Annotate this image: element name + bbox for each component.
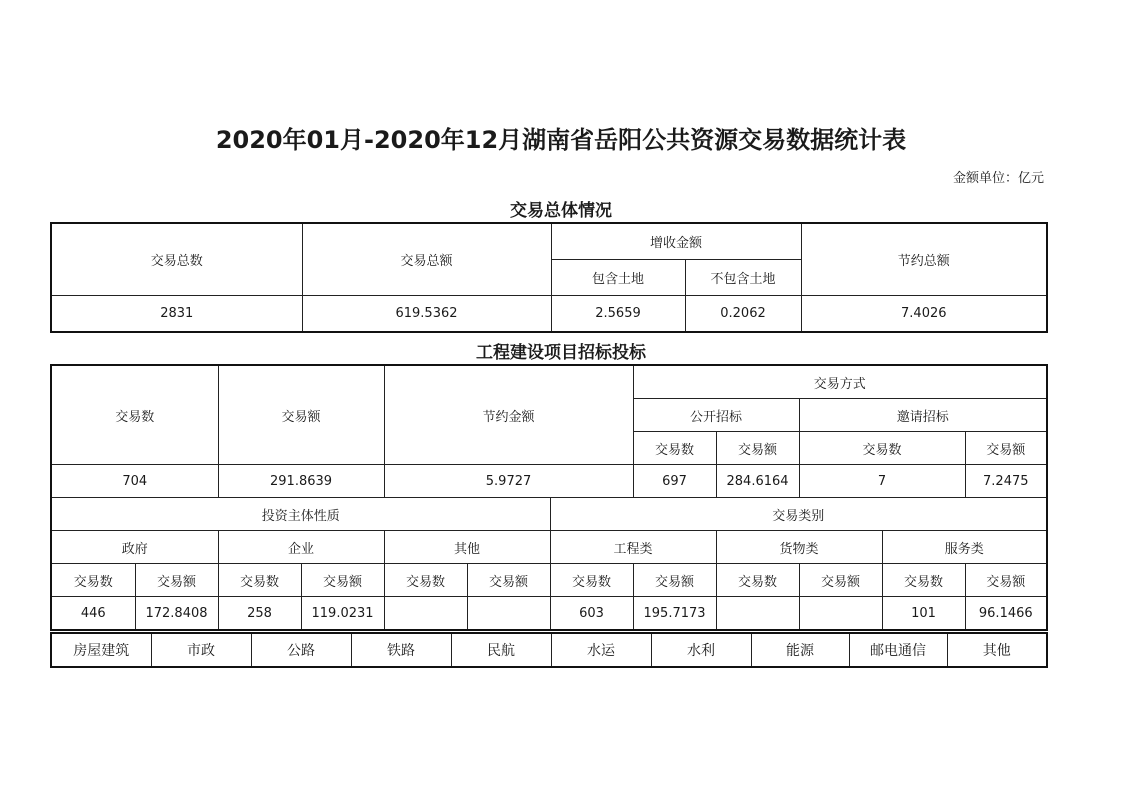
header-increase: 增收金额 [551,223,801,260]
header-gov-amount: 交易额 [135,564,218,597]
header-service-count: 交易数 [882,564,965,597]
value-eng-amount: 291.8639 [218,465,384,498]
header-incl-land: 包含土地 [551,260,685,296]
header-investor-type: 投资主体性质 [51,498,550,531]
header-public-bid: 公开招标 [633,399,799,432]
header-invite-amount: 交易额 [965,432,1047,465]
header-other-amount: 交易额 [467,564,550,597]
header-invite-count: 交易数 [799,432,965,465]
header-savings: 节约总额 [801,223,1047,296]
header-service-amount: 交易额 [965,564,1047,597]
header-eng-savings: 节约金额 [384,365,633,465]
industry-housing: 房屋建筑 [51,633,151,667]
value-service-count: 101 [882,597,965,631]
header-eng-class-count: 交易数 [550,564,633,597]
value-eng-savings: 5.9727 [384,465,633,498]
industry-table [50,632,1048,668]
industry-railway: 铁路 [351,633,451,667]
value-service-amount: 96.1466 [965,597,1047,631]
header-goods-class: 货物类 [716,531,882,564]
value-incl-land: 2.5659 [551,296,685,333]
header-other-count: 交易数 [384,564,467,597]
amount-unit: 金额单位：亿元 [952,171,1044,186]
header-total-amount: 交易总额 [302,223,551,296]
value-goods-count [716,597,799,631]
header-excl-land: 不包含土地 [685,260,801,296]
header-goods-count: 交易数 [716,564,799,597]
industry-water-conservancy: 水利 [651,633,751,667]
value-excl-land: 0.2062 [685,296,801,333]
value-ent-amount: 119.0231 [301,597,384,631]
header-ent-count: 交易数 [218,564,301,597]
overall-table [50,222,1048,333]
engineering-section-title: 工程建设项目招标投标 [476,343,646,363]
value-total-amount: 619.5362 [302,296,551,333]
header-trade-method: 交易方式 [633,365,1047,399]
industry-highway: 公路 [251,633,351,667]
engineering-table [50,364,1048,631]
header-goods-amount: 交易额 [799,564,882,597]
value-ent-count: 258 [218,597,301,631]
value-gov-count: 446 [51,597,135,631]
industry-telecom: 邮电通信 [849,633,947,667]
value-other-amount [467,597,550,631]
value-eng-class-amount: 195.7173 [633,597,716,631]
value-goods-amount [799,597,882,631]
header-ent-amount: 交易额 [301,564,384,597]
value-other-count [384,597,467,631]
value-invite-amount: 7.2475 [965,465,1047,498]
value-gov-amount: 172.8408 [135,597,218,631]
header-invite-bid: 邀请招标 [799,399,1047,432]
industry-municipal: 市政 [151,633,251,667]
page-title: 2020年01月-2020年12月湖南省岳阳公共资源交易数据统计表 [215,126,907,154]
industry-other: 其他 [947,633,1047,667]
industry-aviation: 民航 [451,633,551,667]
overall-section-title: 交易总体情况 [510,201,612,221]
value-savings: 7.4026 [801,296,1047,333]
value-public-count: 697 [633,465,716,498]
value-public-amount: 284.6164 [716,465,799,498]
header-government: 政府 [51,531,218,564]
header-eng-amount: 交易额 [218,365,384,465]
value-total-count: 2831 [51,296,302,333]
header-total-count: 交易总数 [51,223,302,296]
header-eng-count: 交易数 [51,365,218,465]
header-eng-class-amount: 交易额 [633,564,716,597]
header-gov-count: 交易数 [51,564,135,597]
header-public-count: 交易数 [633,432,716,465]
header-engineering-class: 工程类 [550,531,716,564]
header-enterprise: 企业 [218,531,384,564]
header-investor-other: 其他 [384,531,550,564]
header-trade-category: 交易类别 [550,498,1047,531]
header-public-amount: 交易额 [716,432,799,465]
industry-waterway: 水运 [551,633,651,667]
industry-energy: 能源 [751,633,849,667]
header-service-class: 服务类 [882,531,1047,564]
value-invite-count: 7 [799,465,965,498]
value-eng-class-count: 603 [550,597,633,631]
value-eng-count: 704 [51,465,218,498]
